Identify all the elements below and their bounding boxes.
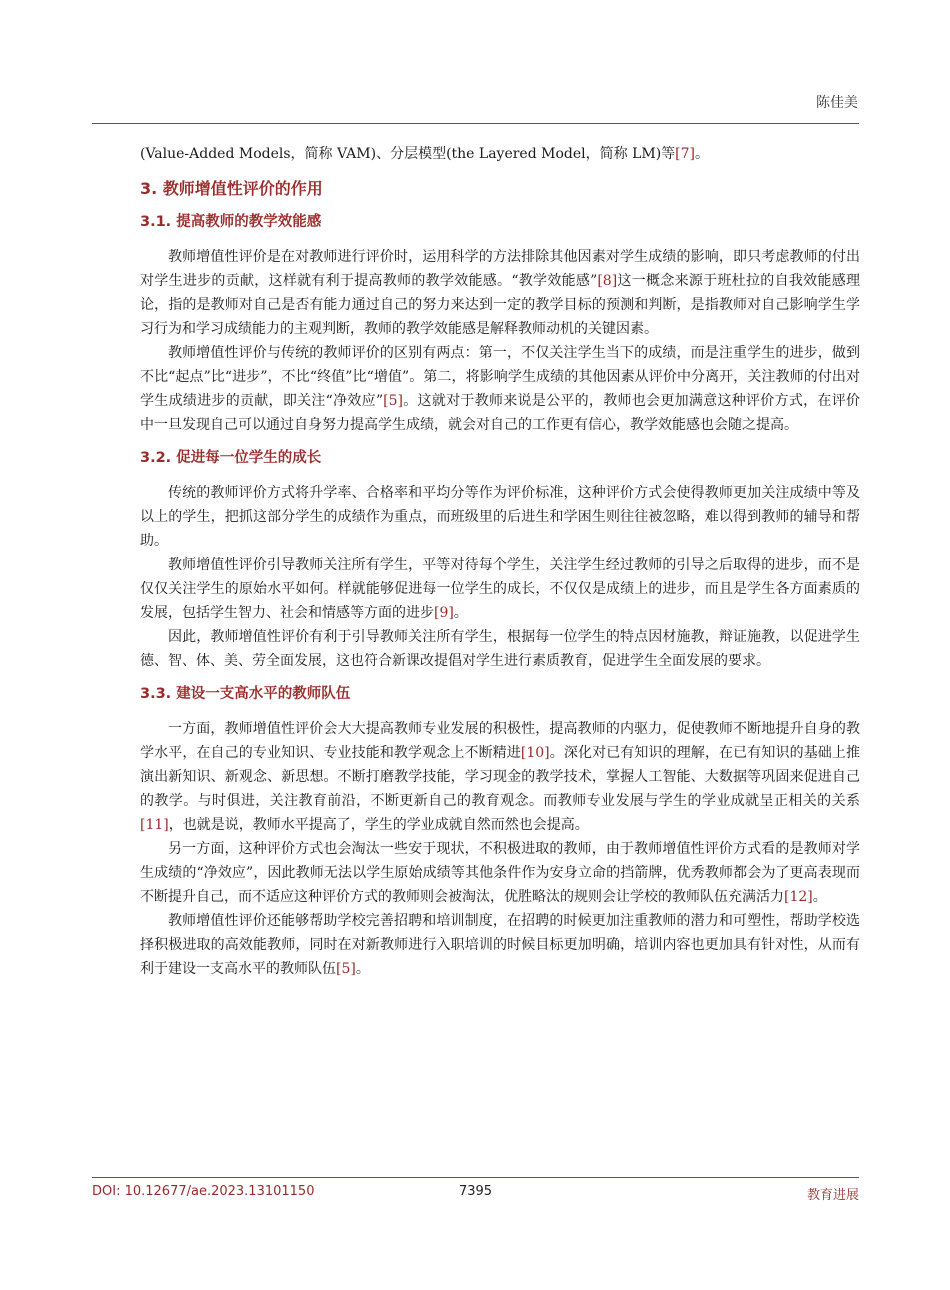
paragraph bbox=[140, 245, 860, 341]
intro-text: (Value-Added Models，简称 VAM)、分层模型(the Layered Model，简称 LM)等 bbox=[140, 146, 676, 162]
paragraph-text: 另一方面，这种评价方式也会淘汰一些安于现状，不积极进取的教师，由于教师增值性评价方式看的是教师对学生成绩的“净效应”，因此教师无法以学生原始成绩等其他条件作为安身立命的挡箭牌，优秀教师都会为了更高表现而不断提升自己，而不适应这种评价方式的教师则会被淘汰，优胜略汰的规则会让学校的教师队伍充满活力 bbox=[140, 841, 860, 905]
citation-link[interactable]: [8] bbox=[597, 273, 618, 289]
paragraph bbox=[140, 837, 860, 909]
footer-divider bbox=[92, 1177, 859, 1178]
subsection-heading-3-1: 3.1. 提高教师的教学效能感 bbox=[140, 214, 322, 230]
paragraph: 因此，教师增值性评价有利于引导教师关注所有学生，根据每一位学生的特点因材施教，辩证施教，以促进学生德、智、体、美、劳全面发展，这也符合新课改提倡对学生进行素质教育，促进学生全面发展的要求。 bbox=[140, 629, 860, 669]
citation-link[interactable]: [11] bbox=[140, 817, 169, 833]
header-divider bbox=[92, 123, 859, 124]
paragraph-text: 。深化对已有知识的理解，在已有知识的基础上推演出新知识、新观念、新思想。不断打磨教学技能，学习现金的教学技术，掌握人工智能、大数据等巩固来促进自己的教学。与时俱进，关注教育前沿，不断更新自己的教育观念。而教师专业发展与学生的学业成就呈正相关的关系 bbox=[140, 745, 861, 809]
page-number: 7395 bbox=[458, 1184, 493, 1199]
paragraph bbox=[140, 341, 860, 437]
doi-link[interactable]: DOI: 10.12677/ae.2023.13101150 bbox=[92, 1184, 315, 1199]
paragraph: 传统的教师评价方式将升学率、合格率和平均分等作为评价标准，这种评价方式会使得教师更加关注成绩中等及以上的学生，把抓这部分学生的成绩作为重点，而班级里的后进生和学困生则往往被忽略，难以得到教师的辅导和帮助。 bbox=[140, 485, 860, 549]
running-header-author: 陈佳美 bbox=[816, 95, 858, 111]
paragraph bbox=[140, 717, 860, 837]
subsection-heading-3-3: 3.3. 建设一支高水平的教师队伍 bbox=[140, 686, 351, 702]
paragraph-text: 教师增值性评价是在对教师进行评价时，运用科学的方法排除其他因素对学生成绩的影响，即只考虑教师的付出对学生进步的贡献，这样就有利于提高教师的教学效能感。“教学效能感” bbox=[140, 249, 860, 289]
section-heading-3: 3. 教师增值性评价的作用 bbox=[140, 179, 323, 198]
paragraph-text: 这一概念来源于班杜拉的自我效能感理论，指的是教师对自己是否有能力通过自己的努力来达到一定的教学目标的预测和判断，是指教师对自己影响学生学习行为和学习成绩能力的主观判断，教师的教学效能感是解释教师动机的关键因素。 bbox=[140, 273, 860, 337]
citation-link[interactable]: [12] bbox=[784, 889, 813, 905]
citation-link[interactable]: [5] bbox=[336, 961, 356, 977]
journal-name: 教育进展 bbox=[806, 1188, 859, 1203]
paragraph-text: 。 bbox=[812, 889, 827, 905]
paragraph-text: ，也就是说，教师水平提高了，学生的学业成就自然而然也会提高。 bbox=[168, 817, 589, 833]
citation-link[interactable]: [10] bbox=[520, 745, 550, 761]
paragraph-text: 教师增值性评价引导教师关注所有学生，平等对待每个学生，关注学生经过教师的引导之后取得的进步，而不是仅仅关注学生的原始水平如何。样就能够促进每一位学生的成长，不仅仅是成绩上的进步，而且是学生各方面素质的发展，包括学生智力、社会和情感等方面的进步 bbox=[140, 557, 860, 621]
paragraph bbox=[140, 553, 860, 625]
intro-end: 。 bbox=[695, 146, 710, 162]
paragraph-text: 。 bbox=[453, 605, 468, 621]
citation-link[interactable]: [9] bbox=[434, 605, 454, 621]
citation-link[interactable]: [7] bbox=[675, 146, 696, 162]
article-body bbox=[140, 142, 860, 981]
citation-link[interactable]: [5] bbox=[383, 393, 403, 409]
paragraph-text: 。这就对于教师来说是公平的，教师也会更加满意这种评价方式，在评价中一旦发现自己可以通过自身努力提高学生成绩，就会对自己的工作更有信心，教学效能感也会随之提高。 bbox=[140, 393, 860, 433]
paragraph-text: 教师增值性评价与传统的教师评价的区别有两点：第一，不仅关注学生当下的成绩，而是注重学生的进步，做到不比“起点”比“进步”，不比“终值”比“增值”。第二，将影响学生成绩的其他因素从评价中分离开，关注教师的付出对学生成绩进步的贡献，即关注“净效应” bbox=[140, 345, 860, 409]
paragraph-text: 一方面，教师增值性评价会大大提高教师专业发展的积极性，提高教师的内驱力，促使教师不断地提升自身的教学水平，在自己的专业知识、专业技能和教学观念上不断精进 bbox=[140, 721, 860, 761]
paragraph-text: 教师增值性评价还能够帮助学校完善招聘和培训制度，在招聘的时候更加注重教师的潜力和可塑性，帮助学校选择积极进取的高效能教师，同时在对新教师进行入职培训的时候目标更加明确，培训内容也更加具有针对性，从而有利于建设一支高水平的教师队伍 bbox=[140, 913, 860, 977]
paragraph-text: 。 bbox=[355, 961, 370, 977]
paragraph bbox=[140, 909, 860, 981]
intro-paragraph bbox=[140, 142, 860, 166]
subsection-heading-3-2: 3.2. 促进每一位学生的成长 bbox=[140, 450, 322, 466]
